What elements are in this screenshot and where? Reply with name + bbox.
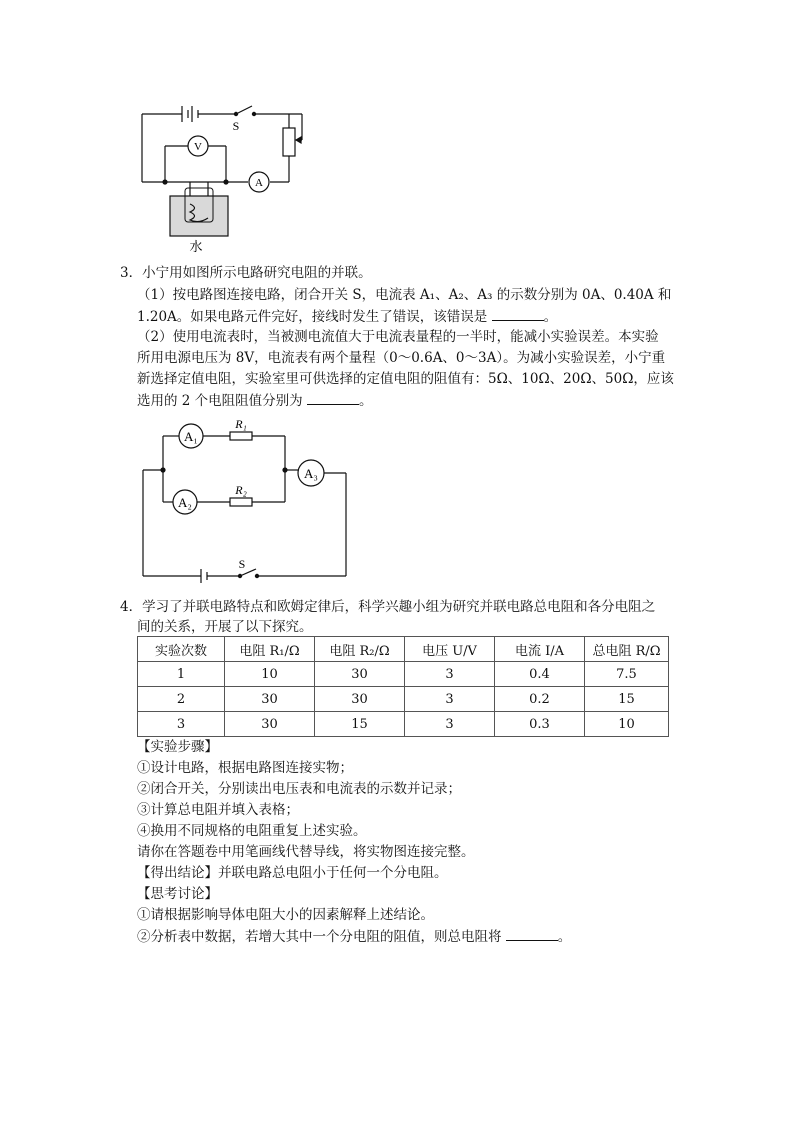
voltmeter-label: V [194,141,202,153]
table-cell: 30 [225,712,315,737]
answer-blank[interactable] [492,306,544,321]
switch-label: S [238,557,246,571]
table-cell: 3 [405,687,495,712]
table-header-row [138,637,669,662]
table-cell: 7.5 [585,662,669,687]
table-cell: 15 [315,712,405,737]
table-header-cell: 电压 U/V [405,637,495,662]
figure-circuit-water [130,100,330,260]
q3-p2-line4 [137,390,372,411]
table-cell: 0.2 [495,687,585,712]
step-1: ①设计电路，根据电路图连接实物； [137,760,353,776]
step-2: ②闭合开关，分别读出电压表和电流表的示数并记录； [137,781,461,797]
instruction: 请你在答题卷中用笔画线代替导线，将实物图连接完整。 [137,844,475,860]
table-row [138,712,669,737]
table-cell: 3 [405,712,495,737]
figure-parallel-circuit [135,413,360,583]
water-label: 水 [189,239,203,254]
discussion-title: 【思考讨论】 [137,886,218,902]
table-cell: 3 [405,662,495,687]
step-4: ④换用不同规格的电阻重复上述实验。 [137,823,367,839]
ammeter-label: A [255,177,263,189]
switch-blade [236,106,252,114]
table-cell: 3 [138,712,225,737]
switch-label: S [232,119,240,133]
water-container [170,196,228,236]
q3-p2-line1: （2）使用电流表时，当被测电流值大于电流表量程的一半时，能减小实验误差。本实验 [137,329,659,345]
table-cell: 0.3 [495,712,585,737]
q4-number: 4． [120,599,143,615]
table-cell: 15 [585,687,669,712]
step-3: ③计算总电阻并填入表格； [137,802,299,818]
table-row [138,662,669,687]
table-header-cell: 总电阻 R/Ω [585,637,669,662]
table-cell: 2 [138,687,225,712]
discussion-2-text: ②分析表中数据，若增大其中一个分电阻的阻值，则总电阻将 [137,929,502,945]
table-header-cell: 电流 I/A [495,637,585,662]
table-header-cell: 电阻 R₂/Ω [315,637,405,662]
discussion-2-end: 。 [557,929,572,945]
table-header-cell: 电阻 R₁/Ω [225,637,315,662]
rheostat [283,128,295,156]
data-table [137,636,669,737]
q3-p1-line2-end: 。 [543,309,558,325]
resistor-r1 [230,432,252,440]
q4-stem-text: 学习了并联电路特点和欧姆定律后，科学兴趣小组为研究并联电路总电阻和各分电阻之 [142,599,656,615]
ammeter-a1-label: A₁ [184,429,198,444]
q3-p2-line3: 新选择定值电阻，实验室里可供选择的定值电阻的阻值有：5Ω、10Ω、20Ω、50Ω，应该 [137,371,674,387]
table-cell: 30 [315,662,405,687]
ammeter-a2-label: A₂ [178,495,192,510]
resistor-r2-label: R₂ [235,483,247,497]
table-cell: 1 [138,662,225,687]
table-cell: 10 [225,662,315,687]
q3-p2-line4-text: 选用的 2 个电阻阻值分别为 [137,393,303,409]
table-header-cell: 实验次数 [138,637,225,662]
discussion-2 [137,926,571,947]
q3-p1-line2 [137,306,557,327]
steps-title: 【实验步骤】 [137,739,218,755]
table-cell: 30 [225,687,315,712]
q3-number: 3． [120,265,143,281]
discussion-1: ①请根据影响导体电阻大小的因素解释上述结论。 [137,907,434,923]
table-row [138,687,669,712]
q3-p2-line4-end: 。 [358,393,373,409]
q3-p1-line2-text: 1.20A。如果电路元件完好，接线时发生了错误，该错误是 [137,309,488,325]
q3-p2-line2: 所用电源电压为 8V，电流表有两个量程（0～0.6A、0～3A）。为减小实验误差，小宁重 [137,350,666,366]
answer-blank[interactable] [307,390,359,405]
table-cell: 0.4 [495,662,585,687]
answer-blank[interactable] [506,926,558,941]
q3-stem [120,263,372,283]
table-cell: 10 [585,712,669,737]
conclusion: 【得出结论】并联电路总电阻小于任何一个分电阻。 [137,865,448,881]
q3-p1-line1: （1）按电路图连接电路，闭合开关 S，电流表 A₁、A₂、A₃ 的示数分别为 0A、0.40A 和 [137,287,672,303]
table-cell: 30 [315,687,405,712]
q3-stem-text: 小宁用如图所示电路研究电阻的并联。 [142,265,372,281]
ammeter-a3-label: A₃ [304,466,318,481]
q4-stem-line2: 间的关系，开展了以下探究。 [137,619,313,635]
resistor-r2 [230,498,252,506]
resistor-r1-label: R₁ [235,417,247,431]
q4-stem-line1 [120,597,655,617]
